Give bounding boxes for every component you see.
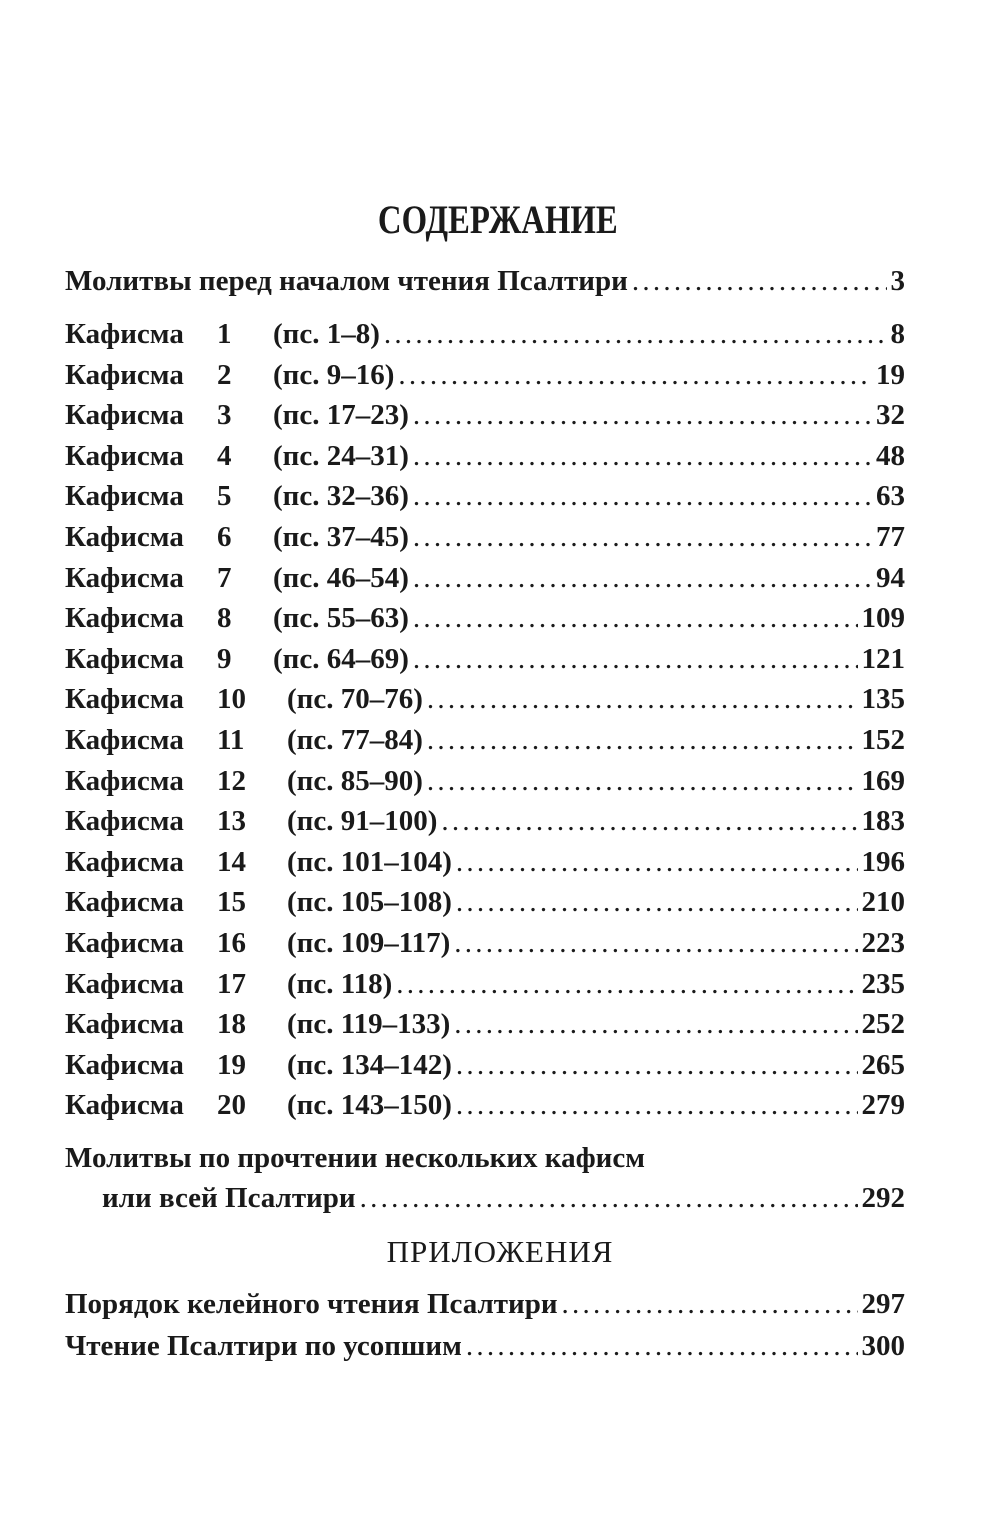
toc-entry-closing[interactable] (102, 1182, 905, 1222)
toc-entry-label (65, 765, 423, 798)
dot-leader (413, 440, 872, 473)
kathisma-number: 20 (217, 1089, 246, 1122)
toc-entry-kathisma[interactable] (65, 927, 905, 967)
psalm-range: (пс. 118) (287, 967, 393, 1000)
dot-leader (456, 1089, 858, 1122)
toc-page-number: 292 (861, 1182, 905, 1214)
toc-entry-label (65, 927, 450, 960)
toc-page-number: 196 (861, 845, 905, 878)
psalm-range: (пс. 46–54) (273, 561, 409, 594)
dot-leader (456, 846, 858, 879)
kathisma-word: Кафисма (65, 967, 184, 1000)
kathisma-word: Кафисма (65, 724, 184, 756)
toc-entry-label (65, 1008, 450, 1041)
toc-page-number: 48 (876, 439, 905, 472)
psalm-range: (пс. 1–8) (273, 318, 380, 350)
toc-page-number: 19 (876, 358, 905, 391)
dot-leader (562, 1288, 858, 1321)
toc-entry-label (65, 359, 394, 392)
toc-entry-label (65, 643, 409, 676)
toc-entry-closing-line1[interactable]: Молитвы по прочтении нескольких кафисм (65, 1142, 645, 1174)
toc-entry-label: Чтение Псалтири по усопшим (65, 1330, 462, 1362)
psalm-range: (пс. 143–150) (287, 1089, 452, 1122)
appendix-title: ПРИЛОЖЕНИЯ (386, 1234, 614, 1269)
toc-entry-appendix-1[interactable] (65, 1288, 905, 1328)
toc-page-number: 135 (861, 683, 905, 716)
kathisma-word: Кафисма (65, 1008, 184, 1041)
toc-page-number: 183 (861, 805, 905, 838)
toc-page-number: 265 (861, 1048, 905, 1081)
toc-entry-kathisma[interactable] (65, 805, 905, 845)
toc-page-number: 297 (861, 1288, 905, 1320)
kathisma-number: 18 (217, 1008, 246, 1041)
dot-leader (441, 805, 857, 838)
toc-entry-kathisma[interactable] (65, 440, 905, 480)
dot-leader (427, 765, 858, 798)
toc-entry-label: Порядок келейного чтения Псалтири (65, 1288, 558, 1320)
kathisma-number: 11 (217, 724, 245, 756)
toc-entry-kathisma[interactable] (65, 846, 905, 886)
toc-page-number: 252 (861, 1008, 905, 1041)
psalm-range: (пс. 134–142) (287, 1048, 452, 1081)
dot-leader (398, 359, 872, 392)
toc-entry-label: Молитвы перед началом чтения Псалтири (65, 265, 628, 297)
dot-leader (413, 602, 858, 635)
psalm-range: (пс. 32–36) (273, 480, 409, 513)
toc-entry-kathisma[interactable] (65, 765, 905, 805)
toc-page-number: 32 (876, 399, 905, 432)
toc-page-number: 210 (861, 886, 905, 919)
toc-entry-kathisma[interactable] (65, 1049, 905, 1089)
toc-page-number: 3 (890, 265, 905, 297)
kathisma-word: Кафисма (65, 358, 184, 391)
kathisma-word: Кафисма (65, 521, 184, 553)
toc-page-number: 63 (876, 480, 905, 513)
psalm-range: (пс. 70–76) (287, 683, 423, 716)
toc-entry-kathisma[interactable] (65, 399, 905, 439)
dot-leader (413, 480, 872, 513)
dot-leader (466, 1330, 858, 1363)
psalm-range: (пс. 55–63) (273, 602, 409, 635)
toc-entry-label (65, 318, 380, 351)
toc-page-number: 94 (876, 561, 905, 594)
toc-entry-label (65, 968, 392, 1001)
kathisma-number: 1 (217, 318, 232, 350)
kathisma-word: Кафисма (65, 764, 184, 797)
toc-entry-kathisma[interactable] (65, 643, 905, 683)
kathisma-number: 14 (217, 845, 246, 878)
dot-leader (413, 521, 872, 554)
toc-entry-kathisma[interactable] (65, 521, 905, 561)
dot-leader (413, 399, 872, 432)
kathisma-word: Кафисма (65, 439, 184, 472)
toc-page-number: 169 (861, 764, 905, 797)
kathisma-number: 15 (217, 886, 246, 919)
kathisma-number: 2 (217, 358, 232, 391)
dot-leader (413, 562, 872, 595)
toc-entry-kathisma[interactable] (65, 480, 905, 520)
toc-page-number: 152 (861, 724, 905, 756)
toc-entry-kathisma[interactable] (65, 562, 905, 602)
toc-entry-label (65, 683, 423, 716)
psalm-range: (пс. 9–16) (273, 358, 395, 391)
psalm-range: (пс. 24–31) (273, 439, 409, 472)
kathisma-word: Кафисма (65, 399, 184, 432)
psalm-range: (пс. 105–108) (287, 886, 452, 919)
kathisma-number: 7 (217, 561, 232, 594)
toc-page-number: 300 (861, 1330, 905, 1362)
toc-entry-label (65, 440, 409, 473)
dot-leader (360, 1182, 858, 1215)
page-title: СОДЕРЖАНИЕ (377, 197, 618, 242)
toc-entry-label: или всей Псалтири (102, 1182, 356, 1214)
kathisma-word: Кафисма (65, 318, 184, 350)
kathisma-word: Кафисма (65, 602, 184, 635)
psalm-range: (пс. 109–117) (287, 927, 451, 959)
toc-page-number: 8 (890, 318, 905, 350)
toc-entry-kathisma[interactable] (65, 886, 905, 926)
toc-entry-label (65, 886, 452, 919)
toc-entry-label (65, 521, 409, 554)
kathisma-number: 8 (217, 602, 232, 635)
dot-leader (456, 1049, 858, 1082)
dot-leader (396, 968, 857, 1001)
kathisma-word: Кафисма (65, 561, 184, 594)
toc-page-number: 235 (861, 967, 905, 1000)
toc-entry-label (65, 602, 409, 635)
toc-entry-kathisma[interactable] (65, 602, 905, 642)
toc-entry-kathisma[interactable] (65, 724, 905, 764)
toc-page-number: 279 (861, 1089, 905, 1122)
psalm-range: (пс. 91–100) (287, 805, 438, 838)
toc-entry-kathisma[interactable] (65, 318, 905, 358)
dot-leader (384, 318, 887, 351)
toc-entry-intro[interactable] (65, 265, 905, 305)
kathisma-number: 4 (217, 439, 232, 472)
dot-leader (454, 927, 857, 960)
kathisma-word: Кафисма (65, 886, 184, 919)
kathisma-word: Кафисма (65, 642, 184, 675)
dot-leader (427, 683, 858, 716)
toc-page-number: 77 (876, 521, 905, 553)
toc-entry-appendix-2[interactable] (65, 1330, 905, 1370)
dot-leader (413, 643, 858, 676)
psalm-range: (пс. 101–104) (287, 845, 452, 878)
toc-entry-label (65, 480, 409, 513)
psalm-range: (пс. 85–90) (287, 764, 423, 797)
toc-entry-label (65, 724, 423, 757)
toc-entry-kathisma[interactable] (65, 359, 905, 399)
psalm-range: (пс. 119–133) (287, 1008, 451, 1041)
kathisma-word: Кафисма (65, 805, 184, 838)
kathisma-word: Кафисма (65, 1089, 184, 1122)
kathisma-number: 6 (217, 521, 232, 553)
toc-entry-kathisma[interactable] (65, 683, 905, 723)
kathisma-word: Кафисма (65, 927, 184, 959)
dot-leader (454, 1008, 857, 1041)
toc-entry-label (65, 1089, 452, 1122)
kathisma-word: Кафисма (65, 1048, 184, 1081)
kathisma-number: 12 (217, 764, 246, 797)
psalm-range: (пс. 64–69) (273, 642, 409, 675)
kathisma-word: Кафисма (65, 683, 184, 716)
kathisma-number: 5 (217, 480, 232, 513)
kathisma-number: 9 (217, 642, 232, 675)
toc-page-number: 223 (861, 927, 905, 959)
toc-entry-label (65, 805, 437, 838)
toc-entry-kathisma[interactable] (65, 968, 905, 1008)
toc-entry-kathisma[interactable] (65, 1089, 905, 1129)
psalm-range: (пс. 17–23) (273, 399, 409, 432)
kathisma-number: 3 (217, 399, 232, 432)
kathisma-number: 10 (217, 683, 246, 716)
dot-leader (632, 265, 887, 298)
toc-entry-kathisma[interactable] (65, 1008, 905, 1048)
toc-page-number: 109 (861, 602, 905, 635)
dot-leader (456, 886, 858, 919)
kathisma-number: 13 (217, 805, 246, 838)
kathisma-number: 17 (217, 967, 246, 1000)
toc-entry-label (65, 846, 452, 879)
kathisma-word: Кафисма (65, 845, 184, 878)
toc-entry-label (65, 399, 409, 432)
psalm-range: (пс. 77–84) (287, 724, 423, 756)
kathisma-word: Кафисма (65, 480, 184, 513)
toc-entry-label (65, 1049, 452, 1082)
kathisma-number: 16 (217, 927, 246, 959)
psalm-range: (пс. 37–45) (273, 521, 409, 553)
dot-leader (427, 724, 858, 757)
toc-entry-label (65, 562, 409, 595)
kathisma-number: 19 (217, 1048, 246, 1081)
toc-page-number: 121 (861, 642, 905, 675)
